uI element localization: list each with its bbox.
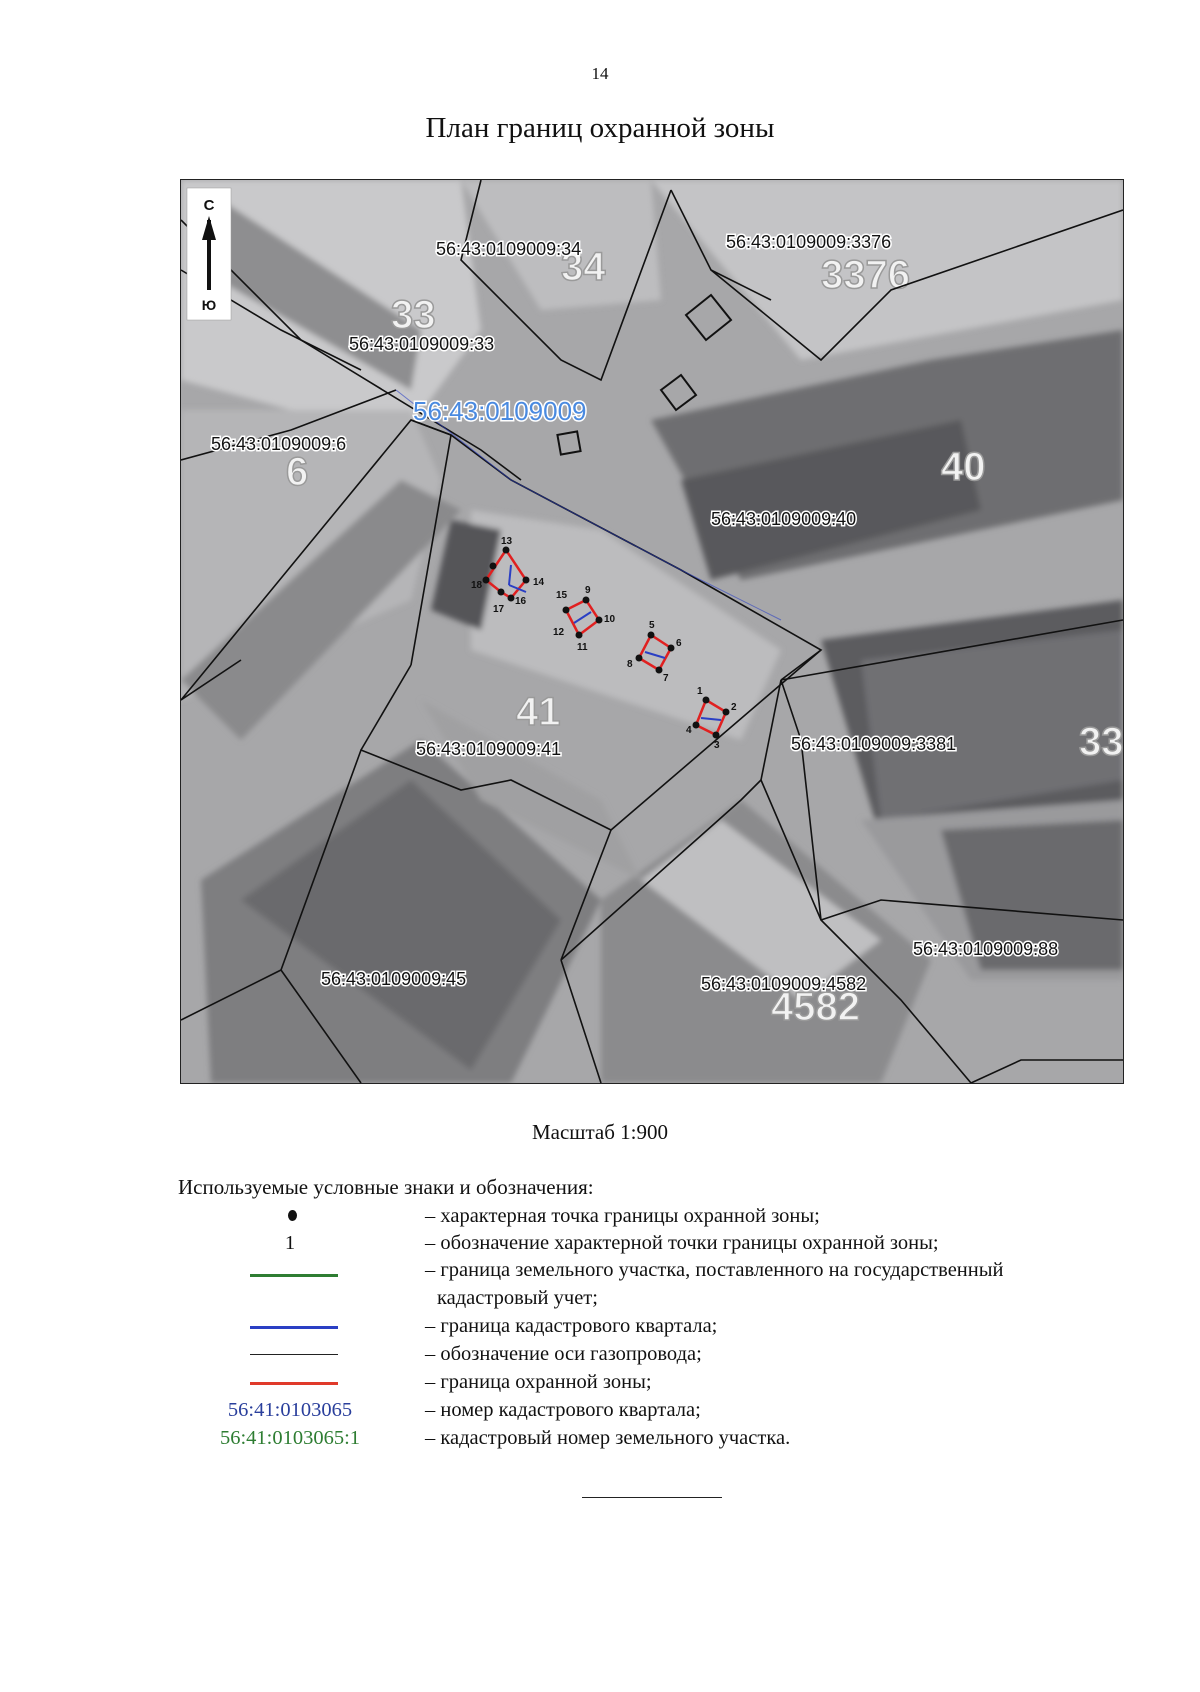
legend-item-parcel-boundary: [0, 1256, 1200, 1312]
parcel-label-41: 56:43:0109009:41: [416, 739, 562, 759]
legend-text: – характерная точка границы охранной зоны;: [425, 1205, 820, 1227]
legend-title: Используемые условные знаки и обозначения:: [178, 1175, 594, 1199]
south-label: Ю: [201, 297, 217, 313]
point-label: 1: [697, 686, 703, 697]
north-arrow: [187, 188, 231, 320]
parcel-number-symbol: 56:41:0103065:1: [219, 1427, 361, 1449]
point-label: 9: [585, 585, 591, 596]
quarter-label: 56:43:0109009: [413, 396, 587, 426]
legend-item-quarter-boundary: [0, 1312, 1200, 1340]
building-number: 34: [561, 245, 606, 289]
building-number: 40: [941, 445, 986, 489]
legend-item-point: [0, 1202, 1200, 1230]
point-label: 18: [471, 580, 483, 591]
blue-line-symbol: [250, 1326, 338, 1329]
building-number: 33: [1079, 720, 1123, 764]
point-label: 13: [501, 536, 513, 547]
legend-text: – граница кадастрового квартала;: [425, 1315, 718, 1337]
footer-rule: [582, 1497, 722, 1498]
point-label: 7: [663, 673, 669, 684]
parcel-label-3381: 56:43:0109009:3381: [791, 734, 957, 754]
point-label: 8: [627, 659, 633, 670]
building-number: 41: [516, 690, 561, 734]
parcel-label-33: 56:43:0109009:33: [349, 334, 495, 354]
point-label: 14: [533, 577, 545, 588]
legend-text: – кадастровый номер земельного участка.: [425, 1427, 791, 1449]
parcel-label-45: 56:43:0109009:45: [321, 969, 467, 989]
red-line-symbol: [250, 1382, 338, 1385]
map-scale: Масштаб 1:900: [531, 1120, 668, 1144]
legend-item-quarter-number: [0, 1396, 1200, 1424]
legend-item-protection-zone: [0, 1368, 1200, 1396]
parcel-label-34: 56:43:0109009:34: [436, 239, 582, 259]
point-label: 5: [649, 620, 655, 631]
legend-text: – граница охранной зоны;: [425, 1371, 652, 1393]
legend-item-parcel-number: [0, 1424, 1200, 1452]
building-number: 3376: [821, 253, 910, 297]
legend-text: – номер кадастрового квартала;: [425, 1399, 701, 1421]
point-label: 15: [556, 590, 568, 601]
point-label: 11: [577, 642, 588, 653]
legend-item-point-number: [0, 1229, 1200, 1257]
point-label: 2: [731, 702, 737, 713]
north-label: С: [203, 197, 215, 214]
point-label: 16: [515, 596, 527, 607]
parcel-label-3376: 56:43:0109009:3376: [726, 232, 892, 252]
parcel-label-4582: 56:43:0109009:4582: [701, 974, 867, 994]
legend-text: – обозначение оси газопровода;: [425, 1343, 702, 1365]
building-number: 4582: [771, 985, 860, 1029]
black-line-symbol: [250, 1354, 338, 1355]
legend-text: – граница земельного участка, поставленного на государственный: [425, 1259, 1004, 1281]
green-line-symbol: [250, 1274, 338, 1277]
point-symbol: [288, 1210, 297, 1221]
map-figure: [180, 179, 1124, 1084]
building-number: 6: [286, 450, 309, 494]
legend-item-gas-axis: [0, 1340, 1200, 1368]
page-title: План границ охранной зоны: [425, 112, 775, 144]
parcel-label-40: 56:43:0109009:40: [711, 509, 857, 529]
page-number: 14: [591, 64, 609, 83]
point-label: 12: [553, 627, 565, 638]
point-label: 10: [604, 614, 616, 625]
quarter-number-symbol: 56:41:0103065: [227, 1399, 353, 1421]
point-number-symbol: 1: [284, 1232, 296, 1254]
point-label: 3: [714, 740, 720, 751]
building-number: 33: [391, 293, 436, 337]
point-label: 17: [493, 604, 505, 615]
parcel-label-6: 56:43:0109009:6: [211, 434, 347, 454]
parcel-label-88: 56:43:0109009:88: [913, 939, 1059, 959]
legend-text-continued: кадастровый учет;: [437, 1287, 598, 1309]
point-label: 6: [676, 638, 682, 649]
point-label: 4: [686, 725, 692, 736]
legend-text: – обозначение характерной точки границы охранной зоны;: [425, 1232, 939, 1254]
